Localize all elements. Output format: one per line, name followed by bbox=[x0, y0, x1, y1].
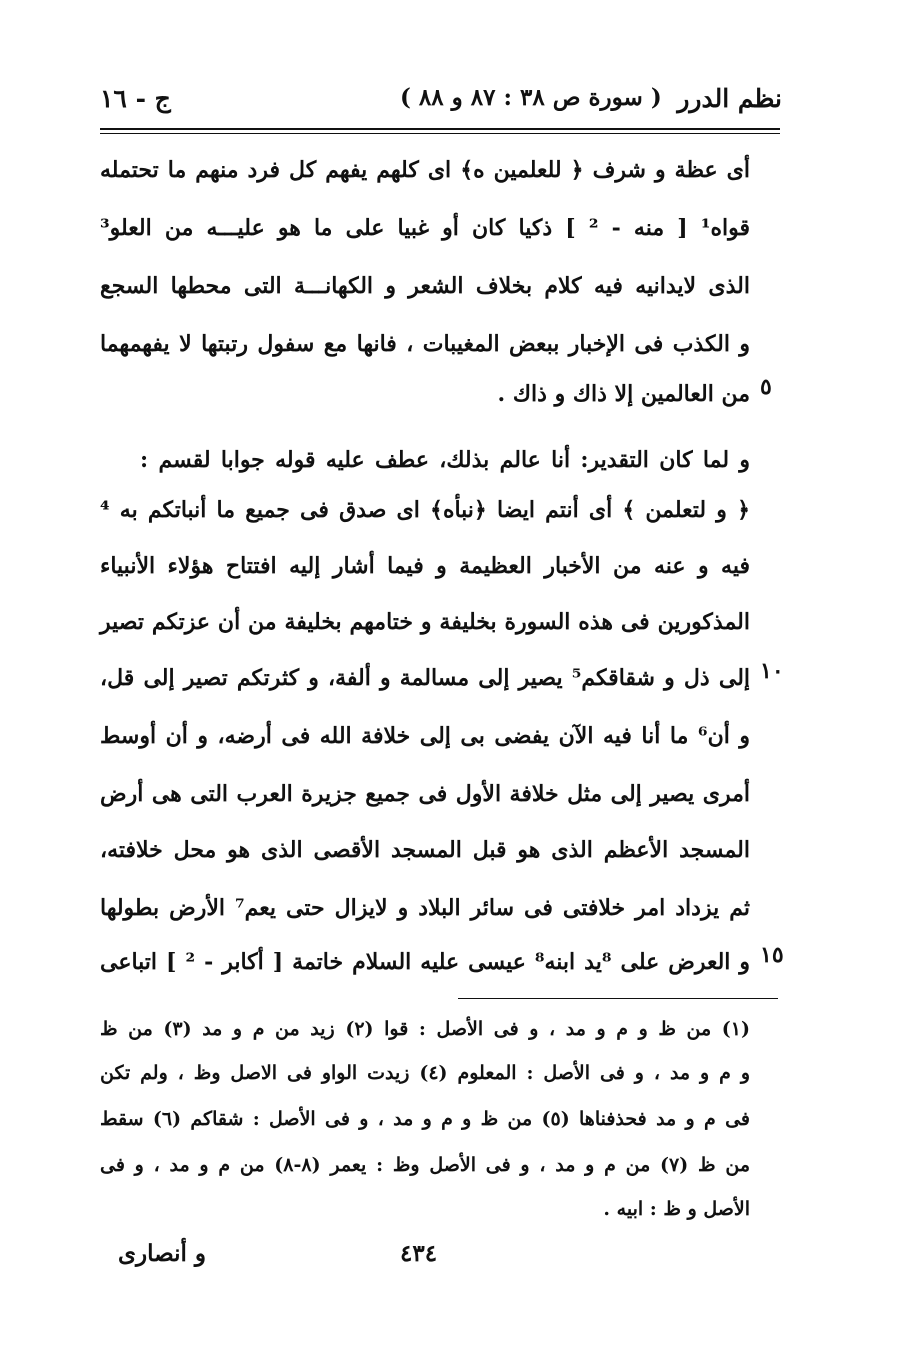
catchword: و أنصارى bbox=[118, 1240, 206, 1267]
book-title: نظم الدرر bbox=[677, 84, 782, 113]
line-number: ٥ bbox=[760, 374, 772, 400]
footnote-line: فى م و مد فحذفناها (٥) من ظ و م و مد ، و فى الأصل : شقاكم (٦) سقط bbox=[100, 1108, 751, 1130]
text-line: المسجد الأعظم الذى هو قبل المسجد الأقصى الذى هو محل خلافته، bbox=[100, 837, 750, 863]
text-line: من العالمين إلا ذاك و ذاك . bbox=[497, 381, 750, 407]
text-line: و لما كان التقدير: أنا عالم بذلك، عطف عليه قوله جوابا لقسم : bbox=[140, 447, 750, 473]
line-number: ١٠ bbox=[760, 658, 784, 684]
footnote-line: و م و مد ، و فى الأصل : المعلوم (٤) زيدت الواو فى الاصل وظ ، ولم تكن bbox=[100, 1062, 750, 1084]
running-header bbox=[100, 82, 782, 122]
text-line: و العرض على ⁸يد ابنه⁸ عيسى عليه السلام خاتمة [ أكابر - ² ] اتباعى bbox=[100, 949, 751, 975]
surah-reference: ( سورة ص ٣٨ : ٨٧ و ٨٨ ) bbox=[400, 84, 662, 111]
text-line: إلى ذل و شقاقكم⁵ يصير إلى مسالمة و ألفة، و كثرتكم تصير إلى قل، bbox=[100, 665, 751, 691]
footnote-line: من ظ (٧) من م و مد ، و فى الأصل وظ : يعمر (٨-٨) من م و مد ، و فى bbox=[100, 1154, 750, 1176]
line-number: ١٥ bbox=[760, 942, 784, 968]
footnote-line: الأصل و ظ : ابيه . bbox=[603, 1198, 750, 1220]
text-line: فيه و عنه من الأخبار العظيمة و فيما أشار إليه افتتاح هؤلاء الأنبياء bbox=[100, 553, 750, 579]
volume-number: ج - ١٦ bbox=[100, 84, 171, 113]
text-line: الذى لايدانيه فيه كلام بخلاف الشعر و الكهانـــة التى محطها السجع bbox=[100, 273, 750, 299]
text-line: المذكورين فى هذه السورة بخليفة و ختامهم بخليفة من أن عزتكم تصير bbox=[100, 609, 750, 635]
page-footer bbox=[100, 1240, 750, 1274]
header-rule bbox=[100, 128, 780, 130]
text-line: أمرى يصير إلى مثل خلافة الأول فى جميع جزيرة العرب التى هى أرض bbox=[100, 781, 750, 807]
text-line: ثم يزداد امر خلافتى فى سائر البلاد و لايزال حتى يعم⁷ الأرض بطولها bbox=[100, 895, 750, 921]
text-line: و الكذب فى الإخبار ببعض المغيبات ، فانها مع سفول رتبتها لا يفهمهما bbox=[100, 331, 750, 357]
header-rule-thin bbox=[100, 133, 780, 134]
text-line: قواه¹ [ منه - ² ] ذكيا كان أو غبيا على ما هو عليـــه من العلو³ bbox=[100, 215, 750, 241]
text-line: أى عظة و شرف ﴿ للعلمين ه﴾ اى كلهم يفهم كل فرد منهم ما تحتمله bbox=[100, 157, 750, 183]
text-line: و أن⁶ ما أنا فيه الآن يفضى بى إلى خلافة الله فى أرضه، و أن أوسط bbox=[100, 723, 750, 749]
text-line: ﴿ و لتعلمن ﴾ أى أنتم ايضا ﴿نبأه﴾ اى صدق فى جميع ما أنباتكم به ⁴ bbox=[100, 497, 750, 523]
footnote-line: (١) من ظ و م و مد ، و فى الأصل : قوا (٢) زيد من م و مد (٣) من ظ bbox=[100, 1018, 750, 1040]
page-number: ٤٣٤ bbox=[400, 1240, 438, 1267]
footnote-rule bbox=[458, 998, 778, 999]
